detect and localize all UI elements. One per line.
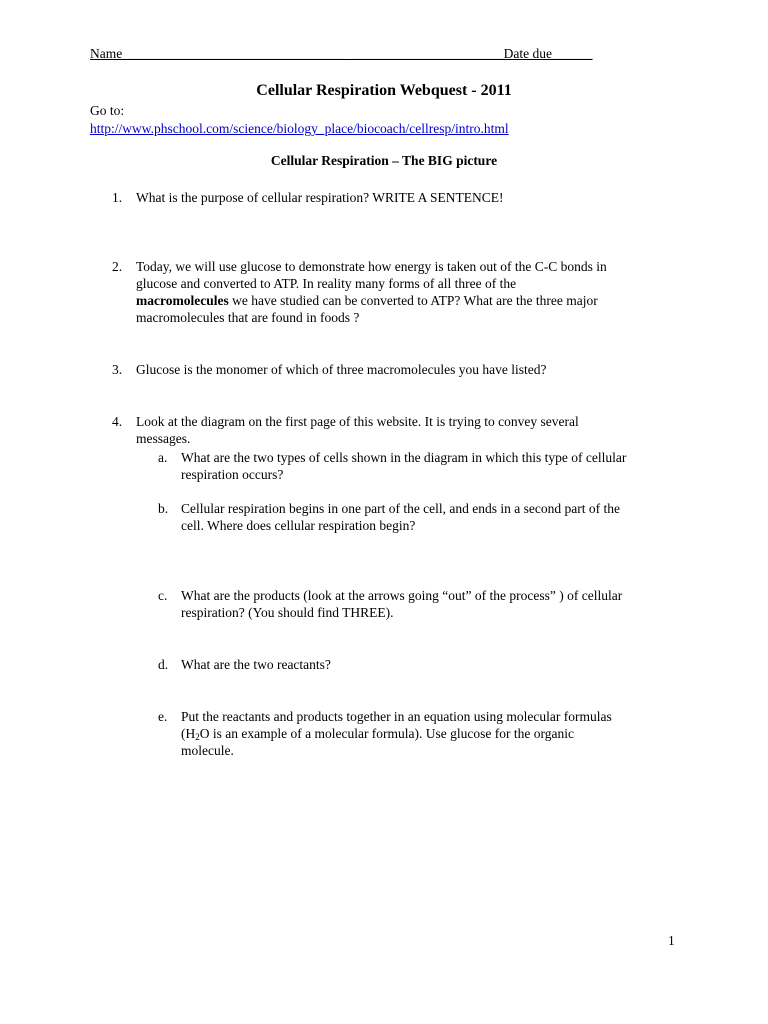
name-date-header: Name_________________________________ _______________________Date due______ (90, 46, 593, 61)
sub-question-a-letter: a. (158, 450, 168, 465)
page-number: 1 (668, 933, 675, 948)
bold-term-macromolecules: macromolecules (136, 293, 229, 308)
question-4-text (136, 413, 676, 447)
question-4-number: 4. (112, 414, 123, 429)
question-1-text: What is the purpose of cellular respiration? WRITE A SENTENCE! (136, 190, 504, 205)
goto-label: Go to: (90, 103, 125, 118)
sub-question-e-letter: e. (158, 709, 168, 724)
document-title: Cellular Respiration Webquest - 2011 (256, 82, 512, 99)
question-2-text (136, 258, 676, 326)
section-subtitle: Cellular Respiration – The BIG picture (270, 153, 498, 168)
question-2-line-1: Today, we will use glucose to demonstrate how energy is taken out of the C-C bonds in (136, 259, 607, 274)
sub-question-d-text: What are the two reactants? (181, 657, 331, 672)
question-4-line-2: messages. (136, 431, 191, 446)
question-4-line-1: Look at the diagram on the first page of this website. It is trying to convey several (136, 414, 579, 429)
question-3-text: Glucose is the monomer of which of three macromolecules you have listed? (136, 362, 547, 377)
question-3-number: 3. (112, 362, 123, 377)
question-2-number: 2. (112, 259, 123, 274)
webquest-link[interactable]: http://www.phschool.com/science/biology_place/biocoach/cellresp/intro.html (90, 121, 509, 136)
question-2-line-3: macromolecules we have studied can be converted to ATP? What are the three major (136, 293, 598, 308)
question-1-number: 1. (112, 190, 123, 205)
question-2-line-2: glucose and converted to ATP. In reality many forms of all three of the (136, 276, 517, 291)
sub-question-a-text: What are the two types of cells shown in the diagram in which this type of cellular respiration occurs? (181, 450, 627, 482)
sub-question-e-text: Put the reactants and products together in an equation using molecular formulas ($H_2O$ is an example of a molecular formula). Use glucose for the organic molecule. (181, 709, 612, 758)
sub-question-b-text: Cellular respiration begins in one part of the cell, and ends in a second part of the cell. Where does cellular respiration begin? (181, 501, 620, 533)
name-field-line (90, 45, 592, 62)
sub-question-c-text: What are the products (look at the arrows going “out” of the process” ) of cellular respiration? (You should find THREE). (181, 588, 623, 620)
sub-question-c-letter: c. (158, 588, 168, 603)
question-2-line-4: macromolecules that are found in foods ? (136, 310, 360, 325)
sub-question-d-letter: d. (158, 657, 169, 672)
sub-question-b-letter: b. (158, 501, 169, 516)
